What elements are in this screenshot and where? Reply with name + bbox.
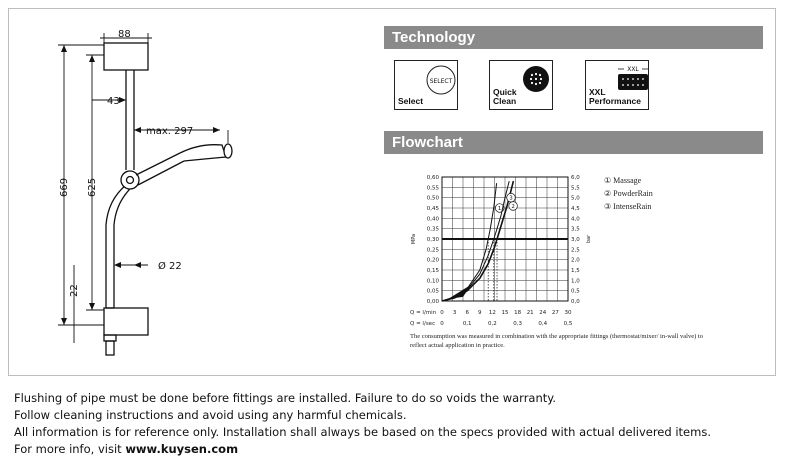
y2-tick-label: 2,5: [571, 247, 580, 254]
website-link[interactable]: www.kuysen.com: [125, 442, 239, 456]
y-tick-label: 0,35: [426, 226, 439, 233]
y-tick-label: 0,45: [426, 206, 439, 212]
x-tick-label: 30: [564, 310, 572, 316]
y-tick-label: 0,20: [426, 257, 439, 264]
y2-tick-label: 4,0: [571, 216, 580, 223]
y2-tick-label: 1,0: [571, 278, 580, 285]
footer-line-info: [14, 441, 711, 458]
x2-axis-label: Q = l/sec: [410, 321, 436, 327]
y2-tick-label: 3,5: [571, 226, 580, 233]
y2-tick-label: 1,5: [571, 268, 580, 274]
top-wall-bracket: [104, 43, 148, 70]
tech-xxl-label: XXL Performance: [589, 87, 641, 106]
dim-width-88: 88: [118, 29, 131, 40]
dim-max-297: max. 297: [146, 126, 194, 137]
x2-tick-label: 0,4: [538, 321, 548, 327]
y2-tick-label: 5,5: [571, 185, 580, 192]
x2-tick-label: 0,1: [462, 321, 472, 327]
footer-line-flushing: Flushing of pipe must be done before fittings are installed. Failure to do so voids the warranty.: [14, 391, 557, 405]
tech-quickclean-label: Quick Clean: [493, 87, 517, 106]
series-origin-mark: [448, 284, 471, 298]
y2-tick-label: 0,0: [571, 299, 580, 305]
x2-tick-label: 0,3: [513, 321, 522, 327]
spray-nozzle-icon: [522, 65, 550, 93]
x-axis-label: Q = l/min: [410, 310, 437, 316]
x-tick-label: 15: [501, 310, 509, 316]
dim-669: 669: [59, 177, 70, 197]
select-button-icon: [425, 64, 457, 96]
legend-item-3: ③ IntenseRain: [604, 202, 652, 211]
tech-quickclean: [489, 60, 553, 110]
footer-notes: [14, 390, 711, 458]
flow-chart: [405, 170, 605, 332]
tech-select-label: Select: [398, 96, 424, 106]
x-tick-label: 27: [551, 310, 559, 316]
dim-diameter-22: Ø 22: [158, 261, 182, 272]
tech-select: [394, 60, 458, 110]
dim-625: 625: [87, 177, 98, 197]
y2-tick-label: 0,5: [571, 288, 580, 295]
y2-tick-label: 5,0: [571, 195, 580, 202]
footer-line-reference: All information is for reference only. Installation shall always be based on the specs provided with actual delivered items.: [14, 425, 711, 439]
y2-axis-label: bar: [586, 234, 592, 244]
x-tick-label: 12: [488, 310, 496, 316]
y-tick-label: 0,55: [426, 185, 439, 192]
dim-43: 43: [107, 96, 120, 107]
y-axis-label: MPa: [411, 233, 417, 245]
y-tick-label: 0,30: [426, 237, 439, 243]
handshower-head: [224, 144, 232, 158]
series-label-2: 2: [511, 203, 515, 210]
dim-22: 22: [69, 284, 80, 297]
series-label-3: 3: [509, 195, 513, 202]
y-tick-label: 0,15: [426, 268, 439, 274]
y2-tick-label: 2,0: [571, 257, 580, 264]
y-tick-label: 0,60: [426, 175, 439, 181]
x2-tick-label: 0: [440, 321, 444, 327]
y2-tick-label: 6,0: [571, 175, 580, 181]
flowchart-note: The consumption was measured in combination with the appropriate fittings (thermostat/mixer/ in-wall valve) to reflect actual application in practice.: [410, 333, 703, 349]
flowchart-header: Flowchart: [384, 131, 763, 154]
y-tick-label: 0,50: [426, 195, 439, 202]
series-label-1: 1: [497, 206, 502, 212]
shower-rail-drawing: [50, 25, 250, 365]
x-tick-label: 9: [478, 310, 482, 316]
tech-xxl: [585, 60, 649, 110]
y-tick-label: 0,05: [426, 288, 439, 295]
legend-item-1: ① Massage: [604, 176, 642, 185]
y2-tick-label: 3,0: [571, 237, 580, 243]
x-tick-label: 6: [465, 310, 469, 316]
y2-tick-label: 4,5: [571, 206, 580, 212]
footer-info-prefix: For more info, visit: [14, 442, 126, 456]
x-tick-label: 18: [514, 310, 522, 316]
footer-line-cleaning: Follow cleaning instructions and avoid using any harmful chemicals.: [14, 408, 407, 422]
bottom-wall-bracket: [104, 308, 148, 335]
y-tick-label: 0,25: [426, 247, 439, 254]
svg-text:XXL: XXL: [627, 66, 639, 73]
x-tick-label: 24: [539, 310, 547, 316]
svg-text:SELECT: SELECT: [429, 78, 453, 85]
y-tick-label: 0,00: [426, 299, 439, 305]
x-tick-label: 21: [526, 310, 534, 316]
y-tick-label: 0,10: [426, 278, 439, 285]
x-tick-label: 0: [440, 310, 444, 316]
legend-item-2: ② PowderRain: [604, 189, 653, 198]
y-tick-label: 0,40: [426, 216, 439, 223]
x2-tick-label: 0,2: [488, 321, 497, 327]
x-tick-label: 3: [452, 310, 457, 316]
x2-tick-label: 0,5: [563, 321, 573, 327]
technology-header: Technology: [384, 26, 763, 49]
